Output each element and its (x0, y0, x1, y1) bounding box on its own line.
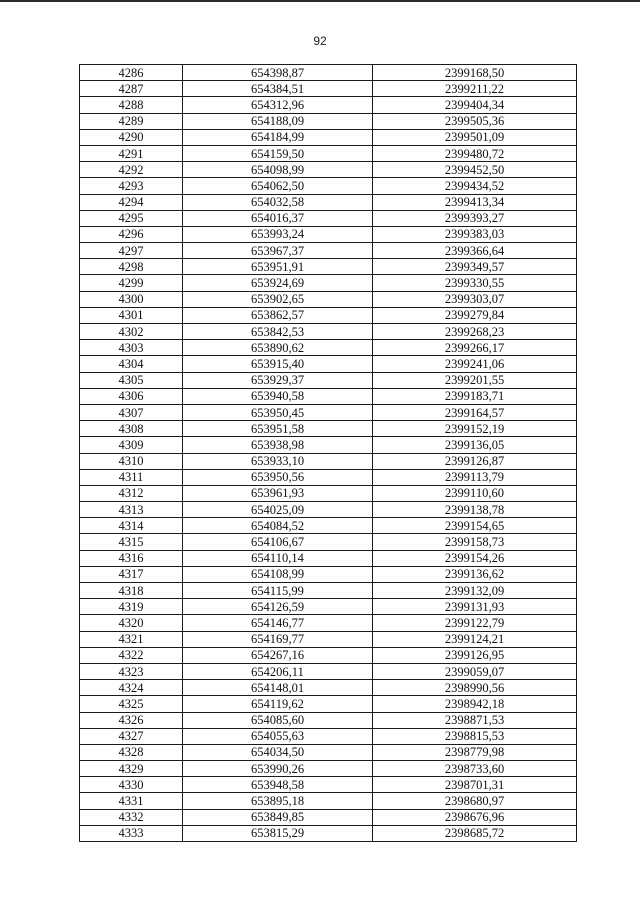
x-coordinate-cell: 653933,10 (183, 453, 373, 469)
y-coordinate-cell: 2399211,22 (373, 81, 577, 97)
y-coordinate-cell: 2399383,03 (373, 226, 577, 242)
x-coordinate-cell: 653849,85 (183, 809, 373, 825)
x-coordinate-cell: 654119,62 (183, 696, 373, 712)
point-number-cell: 4293 (80, 178, 183, 194)
y-coordinate-cell: 2398685,72 (373, 825, 577, 841)
y-coordinate-cell: 2399434,52 (373, 178, 577, 194)
point-number-cell: 4294 (80, 194, 183, 210)
x-coordinate-cell: 654184,99 (183, 129, 373, 145)
table-row (80, 65, 577, 81)
x-coordinate-cell: 654206,11 (183, 663, 373, 679)
point-number-cell: 4328 (80, 744, 183, 760)
y-coordinate-cell: 2399154,26 (373, 550, 577, 566)
y-coordinate-cell: 2398701,31 (373, 777, 577, 793)
point-number-cell: 4323 (80, 663, 183, 679)
x-coordinate-cell: 654115,99 (183, 583, 373, 599)
table-row (80, 599, 577, 615)
point-number-cell: 4288 (80, 97, 183, 113)
point-number-cell: 4299 (80, 275, 183, 291)
table-row (80, 259, 577, 275)
x-coordinate-cell: 654148,01 (183, 680, 373, 696)
table-row (80, 502, 577, 518)
y-coordinate-cell: 2399168,50 (373, 65, 577, 81)
point-number-cell: 4329 (80, 761, 183, 777)
y-coordinate-cell: 2399126,95 (373, 647, 577, 663)
y-coordinate-cell: 2399303,07 (373, 291, 577, 307)
point-number-cell: 4303 (80, 340, 183, 356)
table-row (80, 340, 577, 356)
point-number-cell: 4308 (80, 421, 183, 437)
point-number-cell: 4317 (80, 566, 183, 582)
table-row (80, 421, 577, 437)
y-coordinate-cell: 2399266,17 (373, 340, 577, 356)
point-number-cell: 4330 (80, 777, 183, 793)
point-number-cell: 4332 (80, 809, 183, 825)
table-row (80, 243, 577, 259)
x-coordinate-cell: 654398,87 (183, 65, 373, 81)
table-row (80, 744, 577, 760)
y-coordinate-cell: 2399279,84 (373, 307, 577, 323)
table-row (80, 485, 577, 501)
table-row (80, 663, 577, 679)
table-row (80, 793, 577, 809)
y-coordinate-cell: 2398779,98 (373, 744, 577, 760)
point-number-cell: 4331 (80, 793, 183, 809)
table-row (80, 113, 577, 129)
y-coordinate-cell: 2399126,87 (373, 453, 577, 469)
point-number-cell: 4304 (80, 356, 183, 372)
point-number-cell: 4286 (80, 65, 183, 81)
point-number-cell: 4297 (80, 243, 183, 259)
coordinates-table (79, 64, 577, 842)
point-number-cell: 4325 (80, 696, 183, 712)
x-coordinate-cell: 654025,09 (183, 502, 373, 518)
point-number-cell: 4311 (80, 469, 183, 485)
top-border-rule (0, 0, 640, 2)
y-coordinate-cell: 2398676,96 (373, 809, 577, 825)
table-row (80, 226, 577, 242)
y-coordinate-cell: 2399505,36 (373, 113, 577, 129)
y-coordinate-cell: 2399393,27 (373, 210, 577, 226)
y-coordinate-cell: 2399201,55 (373, 372, 577, 388)
point-number-cell: 4333 (80, 825, 183, 841)
y-coordinate-cell: 2399113,79 (373, 469, 577, 485)
table-row (80, 680, 577, 696)
x-coordinate-cell: 653951,91 (183, 259, 373, 275)
x-coordinate-cell: 653990,26 (183, 761, 373, 777)
y-coordinate-cell: 2399241,06 (373, 356, 577, 372)
table-row (80, 566, 577, 582)
x-coordinate-cell: 653815,29 (183, 825, 373, 841)
point-number-cell: 4296 (80, 226, 183, 242)
y-coordinate-cell: 2399059,07 (373, 663, 577, 679)
page-number: 92 (313, 34, 327, 48)
x-coordinate-cell: 654169,77 (183, 631, 373, 647)
table-row (80, 550, 577, 566)
x-coordinate-cell: 654034,50 (183, 744, 373, 760)
x-coordinate-cell: 653842,53 (183, 324, 373, 340)
x-coordinate-cell: 653948,58 (183, 777, 373, 793)
point-number-cell: 4295 (80, 210, 183, 226)
y-coordinate-cell: 2399154,65 (373, 518, 577, 534)
x-coordinate-cell: 653993,24 (183, 226, 373, 242)
table-row (80, 307, 577, 323)
point-number-cell: 4322 (80, 647, 183, 663)
table-row (80, 809, 577, 825)
point-number-cell: 4313 (80, 502, 183, 518)
point-number-cell: 4318 (80, 583, 183, 599)
table-row (80, 615, 577, 631)
point-number-cell: 4300 (80, 291, 183, 307)
table-row (80, 534, 577, 550)
x-coordinate-cell: 654108,99 (183, 566, 373, 582)
x-coordinate-cell: 654098,99 (183, 162, 373, 178)
y-coordinate-cell: 2399136,62 (373, 566, 577, 582)
x-coordinate-cell: 654384,51 (183, 81, 373, 97)
table-row (80, 777, 577, 793)
x-coordinate-cell: 653924,69 (183, 275, 373, 291)
point-number-cell: 4302 (80, 324, 183, 340)
x-coordinate-cell: 653950,45 (183, 404, 373, 420)
table-row (80, 324, 577, 340)
y-coordinate-cell: 2398815,53 (373, 728, 577, 744)
point-number-cell: 4315 (80, 534, 183, 550)
y-coordinate-cell: 2399452,50 (373, 162, 577, 178)
point-number-cell: 4292 (80, 162, 183, 178)
x-coordinate-cell: 653895,18 (183, 793, 373, 809)
x-coordinate-cell: 653950,56 (183, 469, 373, 485)
y-coordinate-cell: 2399501,09 (373, 129, 577, 145)
x-coordinate-cell: 653961,93 (183, 485, 373, 501)
point-number-cell: 4310 (80, 453, 183, 469)
x-coordinate-cell: 653940,58 (183, 388, 373, 404)
point-number-cell: 4306 (80, 388, 183, 404)
x-coordinate-cell: 653902,65 (183, 291, 373, 307)
x-coordinate-cell: 653890,62 (183, 340, 373, 356)
y-coordinate-cell: 2398871,53 (373, 712, 577, 728)
coordinates-table-body (80, 65, 577, 842)
x-coordinate-cell: 654055,63 (183, 728, 373, 744)
y-coordinate-cell: 2399164,57 (373, 404, 577, 420)
y-coordinate-cell: 2399183,71 (373, 388, 577, 404)
y-coordinate-cell: 2399404,34 (373, 97, 577, 113)
x-coordinate-cell: 654085,60 (183, 712, 373, 728)
point-number-cell: 4291 (80, 145, 183, 161)
point-number-cell: 4314 (80, 518, 183, 534)
y-coordinate-cell: 2399132,09 (373, 583, 577, 599)
x-coordinate-cell: 654126,59 (183, 599, 373, 615)
x-coordinate-cell: 654016,37 (183, 210, 373, 226)
y-coordinate-cell: 2399124,21 (373, 631, 577, 647)
x-coordinate-cell: 654146,77 (183, 615, 373, 631)
x-coordinate-cell: 654159,50 (183, 145, 373, 161)
x-coordinate-cell: 653951,58 (183, 421, 373, 437)
x-coordinate-cell: 653929,37 (183, 372, 373, 388)
table-row (80, 81, 577, 97)
point-number-cell: 4301 (80, 307, 183, 323)
y-coordinate-cell: 2398680,97 (373, 793, 577, 809)
y-coordinate-cell: 2399480,72 (373, 145, 577, 161)
x-coordinate-cell: 653938,98 (183, 437, 373, 453)
point-number-cell: 4309 (80, 437, 183, 453)
x-coordinate-cell: 653915,40 (183, 356, 373, 372)
point-number-cell: 4289 (80, 113, 183, 129)
y-coordinate-cell: 2399268,23 (373, 324, 577, 340)
table-row (80, 469, 577, 485)
table-row (80, 647, 577, 663)
point-number-cell: 4290 (80, 129, 183, 145)
y-coordinate-cell: 2399136,05 (373, 437, 577, 453)
y-coordinate-cell: 2399366,64 (373, 243, 577, 259)
table-row (80, 372, 577, 388)
x-coordinate-cell: 653862,57 (183, 307, 373, 323)
point-number-cell: 4298 (80, 259, 183, 275)
table-row (80, 162, 577, 178)
table-row (80, 437, 577, 453)
table-row (80, 825, 577, 841)
y-coordinate-cell: 2399349,57 (373, 259, 577, 275)
table-row (80, 518, 577, 534)
y-coordinate-cell: 2398733,60 (373, 761, 577, 777)
point-number-cell: 4327 (80, 728, 183, 744)
y-coordinate-cell: 2399152,19 (373, 421, 577, 437)
x-coordinate-cell: 654267,16 (183, 647, 373, 663)
x-coordinate-cell: 654312,96 (183, 97, 373, 113)
y-coordinate-cell: 2399122,79 (373, 615, 577, 631)
x-coordinate-cell: 654084,52 (183, 518, 373, 534)
y-coordinate-cell: 2399131,93 (373, 599, 577, 615)
table-row (80, 404, 577, 420)
x-coordinate-cell: 654188,09 (183, 113, 373, 129)
y-coordinate-cell: 2399330,55 (373, 275, 577, 291)
point-number-cell: 4307 (80, 404, 183, 420)
table-row (80, 129, 577, 145)
table-row (80, 388, 577, 404)
y-coordinate-cell: 2399158,73 (373, 534, 577, 550)
y-coordinate-cell: 2399110,60 (373, 485, 577, 501)
table-row (80, 97, 577, 113)
table-row (80, 210, 577, 226)
table-row (80, 291, 577, 307)
table-row (80, 728, 577, 744)
point-number-cell: 4287 (80, 81, 183, 97)
table-row (80, 194, 577, 210)
point-number-cell: 4321 (80, 631, 183, 647)
table-row (80, 712, 577, 728)
x-coordinate-cell: 654106,67 (183, 534, 373, 550)
table-row (80, 583, 577, 599)
x-coordinate-cell: 654110,14 (183, 550, 373, 566)
table-row (80, 178, 577, 194)
point-number-cell: 4319 (80, 599, 183, 615)
table-row (80, 453, 577, 469)
table-row (80, 696, 577, 712)
table-row (80, 145, 577, 161)
table-row (80, 356, 577, 372)
point-number-cell: 4326 (80, 712, 183, 728)
table-row (80, 275, 577, 291)
point-number-cell: 4312 (80, 485, 183, 501)
y-coordinate-cell: 2399413,34 (373, 194, 577, 210)
x-coordinate-cell: 653967,37 (183, 243, 373, 259)
point-number-cell: 4320 (80, 615, 183, 631)
y-coordinate-cell: 2399138,78 (373, 502, 577, 518)
point-number-cell: 4324 (80, 680, 183, 696)
point-number-cell: 4316 (80, 550, 183, 566)
x-coordinate-cell: 654032,58 (183, 194, 373, 210)
table-row (80, 631, 577, 647)
x-coordinate-cell: 654062,50 (183, 178, 373, 194)
y-coordinate-cell: 2398990,56 (373, 680, 577, 696)
y-coordinate-cell: 2398942,18 (373, 696, 577, 712)
point-number-cell: 4305 (80, 372, 183, 388)
table-row (80, 761, 577, 777)
